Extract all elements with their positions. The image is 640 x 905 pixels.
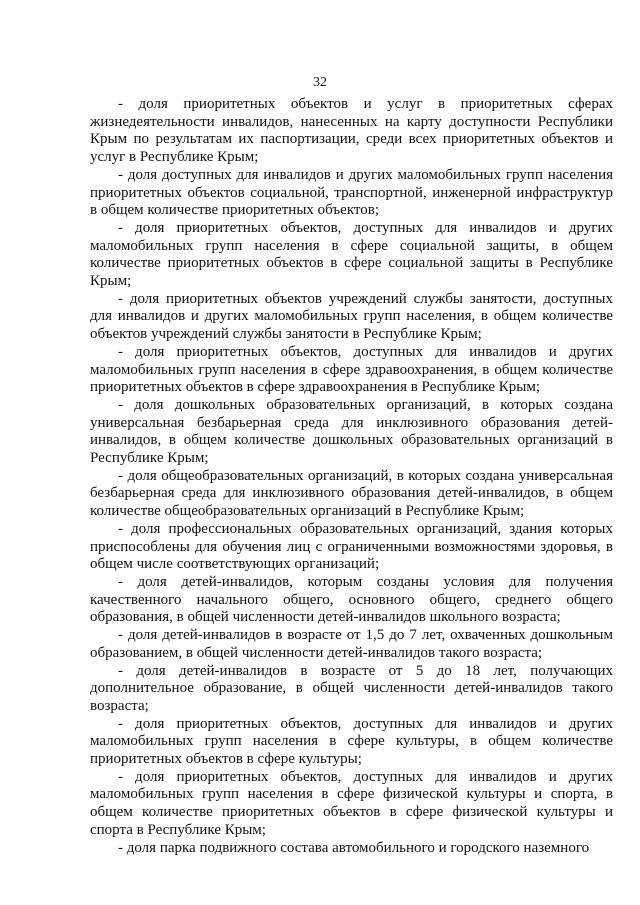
paragraph: - доля приоритетных объектов учреждений службы занятости, доступных для инвалидов и других маломобильных групп населения, в общем количестве объектов учреждений службы занятости в Республике Крым; — [90, 290, 613, 343]
paragraph: - доля детей-инвалидов в возрасте от 5 до 18 лет, получающих дополнительное образование, в общей численности детей-инвалидов такого возраста; — [90, 662, 613, 714]
page-number: 32 — [313, 75, 327, 90]
paragraph: - доля приоритетных объектов, доступных для инвалидов и других маломобильных групп населения в сфере физической культуры и спорта, в общем количестве приоритетных объектов в сфере физической культуры и спорта в Республике Крым; — [90, 768, 613, 838]
paragraph: - доля парка подвижного состава автомобильного и городского наземного — [118, 839, 590, 856]
paragraph: - доля дошкольных образовательных организаций, в которых создана универсальная безбарьерная среда для инклюзивного образования детей-инвалидов, в общем количестве дошкольных образовательных организаций в Республике Крым; — [90, 396, 613, 467]
paragraph: - доля приоритетных объектов и услуг в приоритетных сферах жизнедеятельности инвалидов, нанесенных на карту доступности Республики Крым по результатам их паспортизации, среди всех приоритетных объектов и услуг в Республике Крым; — [90, 96, 613, 166]
paragraph: - доля детей-инвалидов, которым созданы условия для получения качественного начального общего, основного общего, среднего общего образования, в общей численности детей-инвалидов школьного возраста; — [90, 573, 613, 626]
paragraph: - доля детей-инвалидов в возрасте от 1,5 до 7 лет, охваченных дошкольным образованием, в общей численности детей-инвалидов такого возраста; — [90, 627, 613, 661]
paragraph: - доля приоритетных объектов, доступных для инвалидов и других маломобильных групп населения в сфере культуры, в общем количестве приоритетных объектов в сфере культуры; — [90, 715, 613, 768]
paragraph: - доля общеобразовательных организаций, в которых создана универсальная безбарьерная среда для инклюзивного образования детей-инвалидов, в общем количестве общеобразовательных организаций в Республике Крым; — [90, 467, 613, 520]
paragraph: - доля приоритетных объектов, доступных для инвалидов и других маломобильных групп населения в сфере социальной защиты, в общем количестве приоритетных объектов в сфере социальной защиты в Республике Крым; — [90, 219, 613, 290]
body-text — [90, 96, 613, 857]
paragraph: - доля доступных для инвалидов и других маломобильных групп населения приоритетных объектов социальной, транспортной, инженерной инфраструктур в общем количестве приоритетных объектов; — [90, 166, 613, 219]
paragraph: - доля приоритетных объектов, доступных для инвалидов и других маломобильных групп населения в сфере здравоохранения, в общем количестве приоритетных объектов в сфере здравоохранения в Республике Крым; — [90, 343, 613, 396]
paragraph: - доля профессиональных образовательных организаций, здания которых приспособлены для обучения лиц с ограниченными возможностями здоровья, в общем числе соответствующих организаций; — [90, 520, 613, 573]
